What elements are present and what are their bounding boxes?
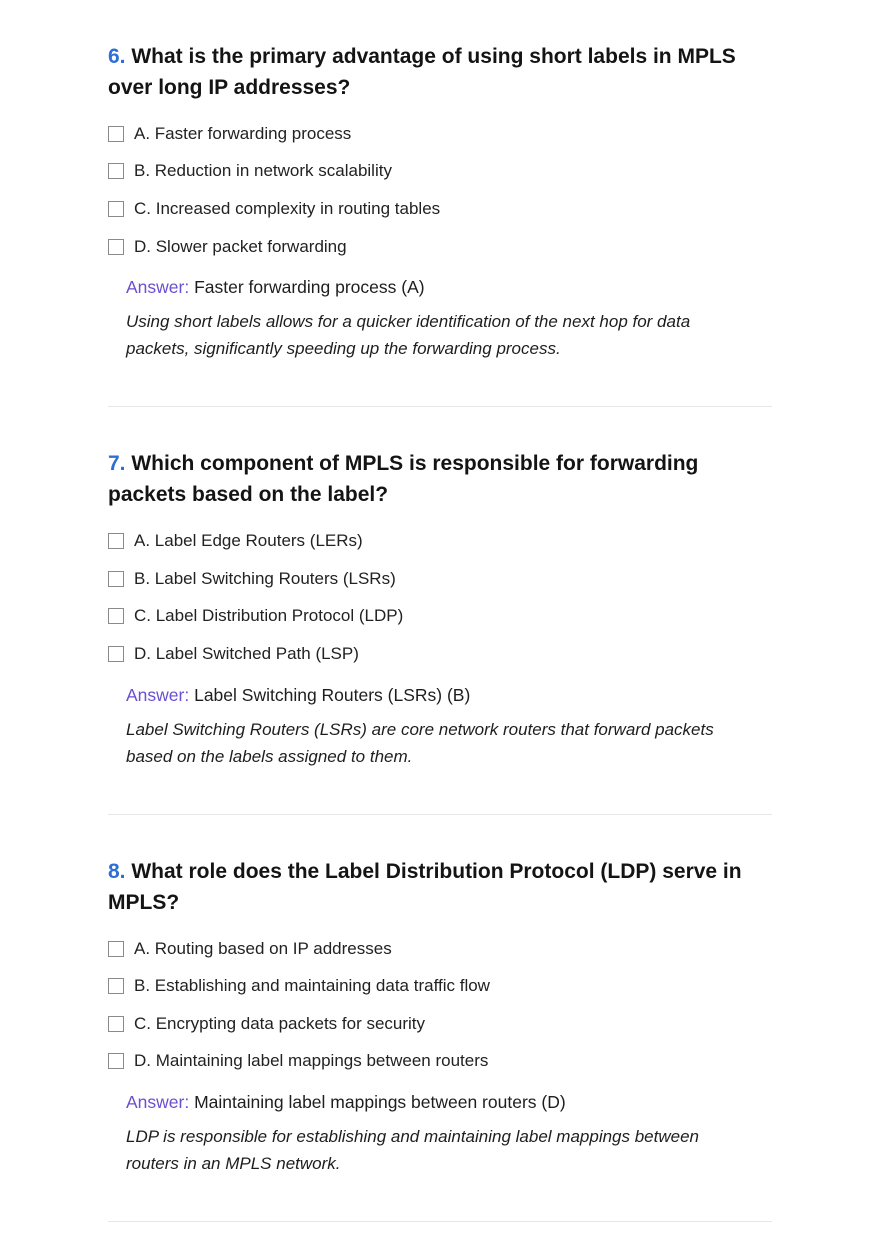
question-number: 7.	[108, 452, 126, 476]
question-text: What is the primary advantage of using short labels in MPLS over long IP addresses?	[108, 45, 736, 99]
checkbox-icon[interactable]	[108, 239, 124, 255]
option-label: A. Label Edge Routers (LERs)	[134, 531, 363, 551]
explanation-text: Using short labels allows for a quicker identification of the next hop for data packets, significantly speeding up the forwarding process.	[126, 312, 691, 359]
option-label: D. Slower packet forwarding	[134, 236, 347, 256]
explanation-text: Label Switching Routers (LSRs) are core network routers that forward packets based on the labels assigned to them.	[126, 719, 714, 766]
option-label: C. Label Distribution Protocol (LDP)	[134, 606, 404, 626]
option-label: B. Label Switching Routers (LSRs)	[134, 568, 396, 588]
checkbox-icon[interactable]	[108, 978, 124, 994]
question-title	[108, 41, 772, 103]
option-label: C. Encrypting data packets for security	[134, 1013, 426, 1033]
option-d[interactable]	[108, 1043, 772, 1081]
answer-block	[126, 274, 772, 362]
option-a[interactable]	[108, 115, 772, 153]
checkbox-icon[interactable]	[108, 1053, 124, 1069]
checkbox-icon[interactable]	[108, 163, 124, 179]
answer-line	[126, 274, 772, 300]
option-label: B. Reduction in network scalability	[134, 161, 392, 181]
checkbox-icon[interactable]	[108, 941, 124, 957]
question-text: What role does the Label Distribution Protocol (LDP) serve in MPLS?	[108, 859, 742, 914]
checkbox-icon[interactable]	[108, 126, 124, 142]
options-list	[108, 115, 772, 265]
checkbox-icon[interactable]	[108, 571, 124, 587]
answer-line	[126, 1089, 772, 1115]
question-number: 6.	[108, 45, 126, 68]
explanation-text: LDP is responsible for establishing and maintaining label mappings between routers in an MPLS network.	[126, 1127, 699, 1174]
divider	[108, 1221, 772, 1222]
answer-text: Maintaining label mappings between routers (D)	[194, 1092, 566, 1113]
answer-label: Answer:	[126, 684, 190, 705]
option-label: D. Label Switched Path (LSP)	[134, 643, 359, 663]
question-6	[108, 0, 772, 407]
option-b[interactable]	[108, 153, 772, 191]
option-a[interactable]	[108, 522, 772, 560]
answer-line	[126, 682, 772, 708]
checkbox-icon[interactable]	[108, 608, 124, 624]
answer-block	[126, 682, 772, 770]
question-7	[108, 407, 772, 814]
question-title	[108, 448, 772, 510]
option-c[interactable]	[108, 190, 772, 228]
checkbox-icon[interactable]	[108, 201, 124, 217]
question-8	[108, 815, 772, 1222]
checkbox-icon[interactable]	[108, 1016, 124, 1032]
option-label: D. Maintaining label mappings between routers	[134, 1051, 489, 1071]
checkbox-icon[interactable]	[108, 533, 124, 549]
option-c[interactable]	[108, 598, 772, 636]
options-list	[108, 930, 772, 1080]
option-b[interactable]	[108, 560, 772, 598]
option-d[interactable]	[108, 635, 772, 673]
option-label: A. Routing based on IP addresses	[134, 938, 392, 958]
answer-block	[126, 1089, 772, 1177]
option-b[interactable]	[108, 967, 772, 1005]
option-a[interactable]	[108, 930, 772, 968]
answer-label: Answer:	[126, 1092, 190, 1113]
question-title	[108, 856, 772, 918]
option-label: B. Establishing and maintaining data traffic flow	[134, 976, 490, 996]
answer-text: Faster forwarding process (A)	[194, 277, 425, 298]
options-list	[108, 522, 772, 672]
option-d[interactable]	[108, 228, 772, 266]
option-label: A. Faster forwarding process	[134, 123, 352, 143]
option-label: C. Increased complexity in routing tables	[134, 198, 441, 218]
option-c[interactable]	[108, 1005, 772, 1043]
answer-label: Answer:	[126, 277, 190, 298]
question-text: Which component of MPLS is responsible for forwarding packets based on the label?	[108, 452, 699, 507]
checkbox-icon[interactable]	[108, 646, 124, 662]
answer-text: Label Switching Routers (LSRs) (B)	[194, 684, 471, 705]
question-number: 8.	[108, 859, 126, 883]
